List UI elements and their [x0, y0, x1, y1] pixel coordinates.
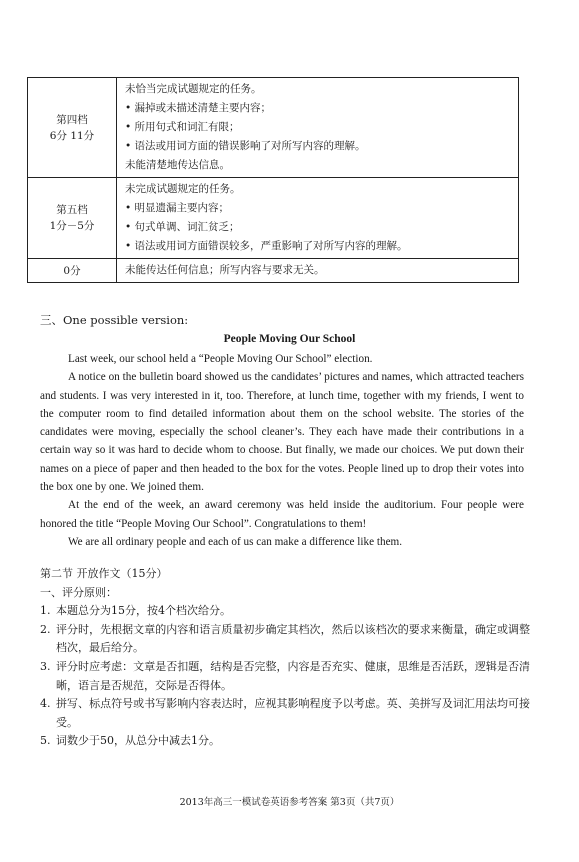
item-number: 1. [40, 604, 51, 618]
item-number: 2. [40, 622, 51, 636]
rubric-bullet-line: • 漏掉或未描述清楚主要内容； [125, 99, 518, 118]
rubric-bullet-line: • 语法或用词方面的错误影响了对所写内容的理解。 [125, 137, 518, 156]
rubric-line: 未能清楚地传达信息。 [125, 159, 230, 171]
essay-paragraph: At the end of the week, an award ceremony was held inside the auditorium. Four people were honored the title “People Moving Our School”. Congratulations to them! [40, 499, 524, 530]
section-heading: 第二节 开放作文（15分） [40, 567, 168, 580]
rubric-level-name: 第四档 [56, 113, 88, 126]
item-number: 5. [40, 734, 51, 748]
rubric-description-cell [117, 78, 519, 178]
scoring-principle-item [40, 658, 530, 695]
item-text: 评分时，先根据文章的内容和语言质量初步确定其档次，然后以该档次的要求来衡量，确定或调整档次，最后给分。 [56, 622, 530, 655]
scoring-rubric-table [27, 77, 519, 283]
item-text: 词数少于50，从总分中减去1分。 [56, 734, 220, 748]
essay-paragraph: A notice on the bulletin board showed us the candidates’ pictures and names, which attracted teachers and students. I was very interested in it, too. Therefore, at lunch time, together with my friends, I went to the computer room to find detailed information about them on the school website. The stories of the candidates were moving, especially the school cleaner’s. They each have made their contributions in a certain way so it was hard to decide whom to choose. But finally, we made our choices. We put down their names on a piece of paper and then headed to the box for the votes. People lined up to drop their votes into the box one by one. We joined them. [40, 371, 524, 494]
rubric-level-name: 第五档 [56, 204, 88, 216]
page-footer: 2013年高三一模试卷英语参考答案 第3页（共7页） [179, 797, 400, 808]
scoring-principle-item [40, 732, 530, 751]
rubric-row-level4 [28, 78, 519, 178]
essay-paragraph: Last week, our school held a “People Moving Our School” election. [68, 353, 373, 365]
scoring-principle-item [40, 621, 530, 658]
rubric-description-cell [117, 178, 519, 259]
rubric-row-level5 [28, 178, 519, 259]
rubric-level-range: 1分－5分 [49, 220, 95, 232]
rubric-row-zero [28, 259, 519, 283]
rubric-line: 未完成试题规定的任务。 [125, 183, 241, 195]
rubric-level-cell [28, 178, 117, 259]
item-text: 评分时应考虑：文章是否扣题，结构是否完整，内容是否充实、健康，思维是否活跃，逻辑是否清晰，语言是否规范，交际是否得体。 [56, 659, 530, 692]
rubric-level-range: 6分 11分 [49, 129, 95, 142]
rubric-bullet-line: • 句式单调、词汇贫乏； [125, 218, 518, 237]
item-number: 4. [40, 697, 51, 711]
rubric-line: 未恰当完成试题规定的任务。 [125, 83, 262, 95]
rubric-bullet-line: • 所用句式和词汇有限； [125, 118, 518, 137]
scoring-principle-item [40, 602, 530, 621]
item-text: 拼写、标点符号或书写影响内容表达时，应视其影响程度予以考虑。英、美拼写及词汇用法均可接受。 [56, 697, 530, 729]
item-text: 本题总分为15分，按4个档次给分。 [56, 604, 231, 618]
section-subheading: 一、评分原则： [40, 585, 117, 599]
item-number: 3. [40, 659, 51, 673]
rubric-level-cell [28, 78, 117, 178]
rubric-description-cell [117, 259, 519, 283]
rubric-level-cell [28, 259, 117, 283]
essay-title: People Moving Our School [223, 333, 356, 345]
rubric-bullet-line: • 明显遗漏主要内容； [125, 199, 518, 218]
section-title: 三、One possible version: [40, 313, 189, 327]
scoring-principle-item [40, 695, 530, 732]
rubric-line: 未能传达任何信息；所写内容与要求无关。 [125, 264, 325, 276]
essay-body [40, 350, 524, 551]
rubric-bullet-line: • 语法或用词方面错误较多，严重影响了对所写内容的理解。 [125, 237, 518, 256]
essay-paragraph: We are all ordinary people and each of us can make a difference like them. [68, 535, 403, 548]
open-writing-section [40, 565, 530, 751]
rubric-level-range: 0分 [63, 264, 81, 277]
